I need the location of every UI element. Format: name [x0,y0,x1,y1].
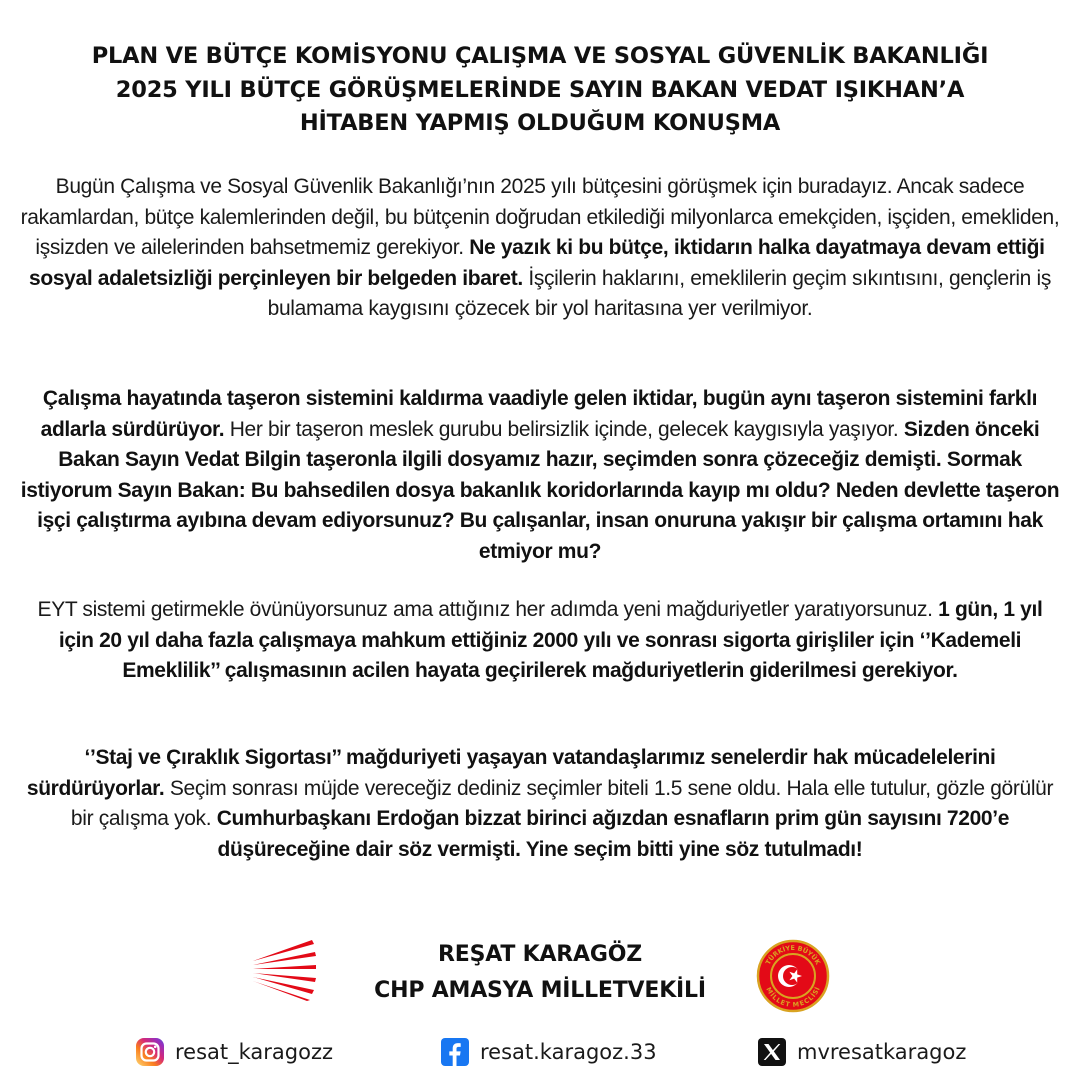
paragraph-bold-text: Çalışma hayatında taşeron sistemini kaldırma vaadiyle gelen iktidar, bugün aynı taşeron sistemini farklı adlarla sürdürüyor. [40,387,1038,441]
instagram-contact[interactable] [135,1036,333,1068]
instagram-icon [135,1037,165,1067]
x-contact[interactable] [757,1036,966,1068]
facebook-contact[interactable] [440,1036,657,1068]
paragraph-budget [20,172,1060,325]
document-title [20,40,1060,141]
paragraph-text: Bugün Çalışma ve Sosyal Güvenlik Bakanlığı’nın 2025 yılı bütçesini görüşmek için buradayız. Ancak sadece rakamlardan, bütçe kalemlerinden değil, bu bütçenin doğrudan etkilediği milyonlarca emekçiden, işçiden, emekliden, işsizden ve ailelerinden bahsetmemiz gerekiyor. [20,175,1060,260]
x-icon [757,1037,787,1067]
paragraph-internship-insurance [20,743,1060,865]
title-line-3: HİTABEN YAPMIŞ OLDUĞUM KONUŞMA [299,110,781,136]
paragraph-bold-text: ‘’Staj ve Çıraklık Sigortası’’ mağduriyeti yaşayan vatandaşlarımız senelerdir hak mücadelelerini sürdürüyorlar. [26,746,996,800]
title-line-1: PLAN VE BÜTÇE KOMİSYONU ÇALIŞMA VE SOSYAL GÜVENLİK BAKANLIĞI [91,43,989,69]
facebook-icon [440,1037,470,1067]
x-handle[interactable]: mvresatkaragoz [797,1040,967,1064]
paragraph-eyt [20,595,1060,687]
instagram-handle[interactable]: resat_karagozz [175,1040,334,1064]
paragraph-bold-text: Cumhurbaşkanı Erdoğan bizzat birinci ağızdan esnafların prim gün sayısını 7200’e düşüreceğine dair söz vermişti. Yine seçim bitti yine söz tutulmadı! [216,807,1010,861]
signature-role: CHP AMASYA MİLLETVEKİLİ [374,978,706,1003]
signature-name: REŞAT KARAGÖZ [438,942,642,967]
paragraph-subcontractor [20,384,1060,568]
paragraph-bold-text: Sizden önceki Bakan Sayın Vedat Bilgin taşeronla ilgili dosyamız hazır, seçimden sonra çözeceğiz demişti. Sormak istiyorum Sayın Bakan: Bu bahsedilen dosya bakanlık koridorlarında kayıp mı oldu? Neden devlette taşeron işçi çalıştırma ayıbına devam ediyorsunuz? Bu çalışanlar, insan onuruna yakışır bir çalışma ortamını hak etmiyor mu? [20,417,1060,563]
paragraph-text: Her bir taşeron meslek gurubu belirsizlik içinde, gelecek kaygısıyla yaşıyor. [224,417,904,441]
emblem-text-bottom: MİLLET MECLİSİ [764,985,822,1009]
facebook-handle[interactable]: resat.karagoz.33 [480,1040,657,1064]
paragraph-bold-text: Ne yazık ki bu bütçe, iktidarın halka dayatmaya devam ettiği sosyal adaletsizliği perçinleyen bir belgeden ibaret. [29,236,1045,290]
signature-block [322,937,758,1009]
paragraph-text: İşçilerin haklarını, emeklilerin geçim sıkıntısını, gençlerin iş bulamama kaygısını çözecek bir yol haritasına yer verilmiyor. [267,266,1051,321]
chp-arrows-logo [252,937,322,1001]
title-line-2: 2025 YILI BÜTÇE GÖRÜŞMELERİNDE SAYIN BAKAN VEDAT IŞIKHAN’A [115,76,965,103]
paragraph-text: Seçim sonrası müjde vereceğiz dediniz seçimler biteli 1.5 sene oldu. Hala elle tutulur, gözle görülür bir çalışma yok. [70,776,1054,831]
tbmm-emblem [755,938,831,1014]
emblem-text-top: TÜRKİYE BÜYÜK [764,943,822,967]
paragraph-bold-text: 1 gün, 1 yıl için 20 yıl daha fazla çalışmaya mahkum ettiğiniz 2000 yılı ve sonrası sigorta girişliler için ‘’Kademeli Emeklilik’’ çalışmasının acilen hayata geçirilerek mağduriyetlerin giderilmesi gerekiyor. [58,598,1043,683]
paragraph-text: EYT sistemi getirmekle övünüyorsunuz ama attığınız her adımda yeni mağduriyetler yaratıyorsunuz. [37,598,939,621]
